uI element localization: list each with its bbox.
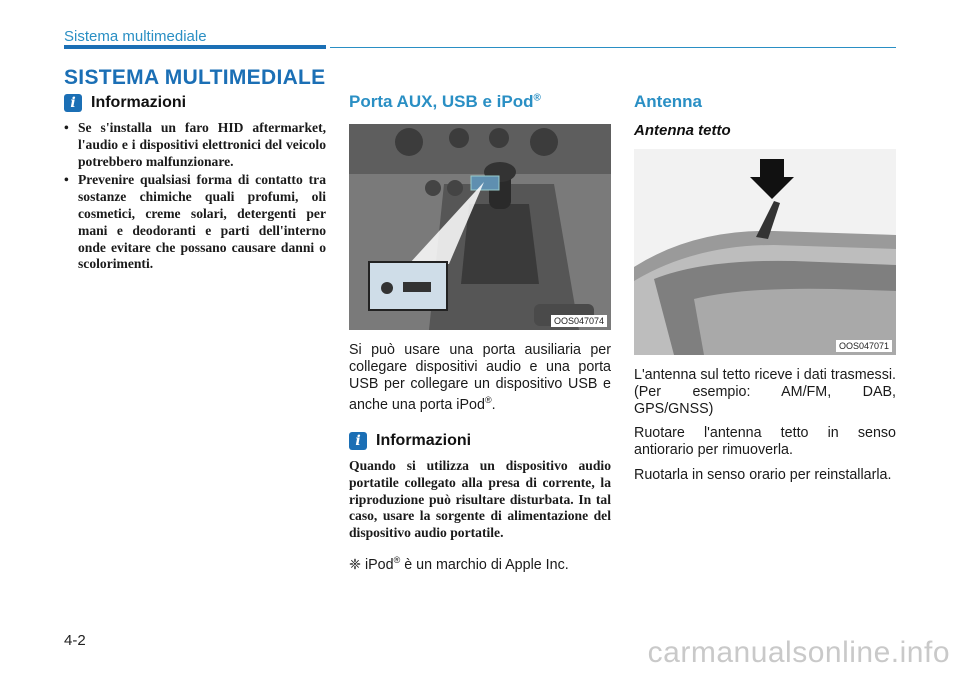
info-title: Informazioni <box>91 94 187 111</box>
page-title: SISTEMA MULTIMEDIALE <box>64 66 326 89</box>
antenna-heading: Antenna <box>634 92 702 111</box>
section-label: Sistema multimediale <box>64 28 207 45</box>
header-rule-thick <box>64 45 326 49</box>
antenna-paragraph: L'antenna sul tetto riceve i dati trasmessi. (Per esempio: AM/FM, DAB, GPS/GNSS) <box>634 367 896 417</box>
registered-mark: ® <box>484 395 492 406</box>
console-illustration <box>349 124 611 330</box>
info-text: Quando si utilizza un dispositivo audio portatile collegato alla presa di corrente, la riproduzione può risultare disturbata. In tal caso, usare la sorgente di alimentazione del dispositivo audio portatile. <box>349 457 611 541</box>
header-rule-thin <box>330 47 896 48</box>
aux-usb-heading: Porta AUX, USB e iPod® <box>349 92 541 111</box>
column-info <box>64 94 326 275</box>
page-number: 4-2 <box>64 632 86 649</box>
aux-usb-figure <box>349 124 611 330</box>
info-title: Informazioni <box>376 431 472 449</box>
info-header <box>349 432 611 450</box>
antenna-paragraph: Ruotarla in senso orario per reinstallarla. <box>634 466 892 483</box>
trademark-note: ❈ iPod® è un marchio di Apple Inc. <box>349 554 569 573</box>
info-bullet-list <box>64 120 326 273</box>
column-aux-usb <box>349 90 611 574</box>
antenna-figure <box>634 149 896 355</box>
antenna-paragraph: Ruotare l'antenna tetto in senso antiorario per rimuoverla. <box>634 425 896 459</box>
registered-mark: ® <box>393 554 401 565</box>
column-antenna <box>634 90 896 492</box>
info-bullet-item: • Prevenire qualsiasi forma di contatto tra sostanze chimiche quali profumi, oli cosmetici, creme solari, detergenti per mani e deodoranti e parti dell'interno onde evitare che possano causare danni o scolorimenti. <box>64 172 326 273</box>
antenna-subheading: Antenna tetto <box>634 122 731 139</box>
roof-antenna-illustration <box>634 149 896 355</box>
info-header <box>64 94 326 112</box>
info-icon: i <box>349 432 367 450</box>
aux-usb-description: Si può usare una porta ausiliaria per collegare dispositivi audio e una porta USB per collegare un dispositivo USB e anche una porta iPod®. <box>349 342 611 414</box>
note-symbol: ❈ <box>349 556 361 573</box>
figure-code: OOS047074 <box>551 315 607 327</box>
registered-mark: ® <box>533 92 541 104</box>
watermark: carmanualsonline.info <box>647 636 950 669</box>
figure-code: OOS047071 <box>836 340 892 352</box>
info-icon: i <box>64 94 82 112</box>
info-bullet-item: • Se s'installa un faro HID aftermarket, l'audio e i dispositivi elettronici del veicolo potrebbero malfunzionare. <box>64 120 326 170</box>
